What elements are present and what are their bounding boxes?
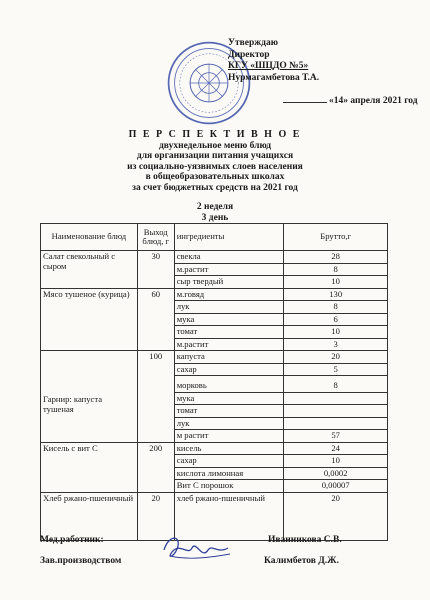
approval-block [228,38,418,106]
production-head-label: Зав.производством [40,556,122,566]
document-heading [0,130,430,193]
header-ingredients: ингредиенты [174,224,284,251]
ingredient-name: капуста [174,351,284,364]
dish-yield: 30 [137,251,174,289]
ingredient-name: сыр твердый [174,276,284,289]
table-row [41,251,388,264]
ingredient-name: лук [174,417,284,430]
ingredient-name: томат [174,405,284,418]
heading-line-2: двухнедельное меню блюд [158,140,272,151]
heading-line-4: из социально-уязвимых слоев населения [127,161,303,172]
approval-line-2: Директор [228,49,270,60]
ingredient-brutto [284,392,388,405]
header-brutto: Брутто,г [284,224,388,251]
ingredient-brutto: 10 [284,326,388,339]
ingredient-name: м.говяд [174,288,284,301]
approval-date: «14» апреля 2021 год [329,96,418,106]
table-row [41,288,388,301]
ingredient-name: морковь [174,376,284,393]
ingredient-name: томат [174,326,284,339]
week-day-block [0,202,430,223]
signature-line [283,102,327,103]
dish-yield: 20 [137,492,174,540]
ingredient-brutto: 20 [284,351,388,364]
ingredient-brutto: 8 [284,301,388,314]
heading-line-5: в общеобразовательных школах [145,172,285,182]
production-head-name: Калимбетов Д.Ж. [264,556,339,566]
ingredient-name: сахар [174,455,284,468]
ingredient-brutto: 130 [284,288,388,301]
ingredient-name: лук [174,301,284,314]
ingredient-brutto: 0,0002 [284,467,388,480]
ingredient-brutto: 24 [284,442,388,455]
dish-name: Мясо тушеное (курица) [41,288,138,351]
ingredient-name: м растит [174,430,284,443]
table-row [41,351,388,364]
dish-name: Гарнир: капуста тушеная [41,351,138,443]
table-header-row [41,224,388,251]
ingredient-name: сахар [174,363,284,376]
ingredient-brutto: 5 [284,363,388,376]
heading-line-6: за счет бюджетных средств на 2021 год [132,182,298,193]
ingredient-brutto: 28 [284,251,388,264]
approval-line-4: Нурмагамбетова Т.А. [228,72,320,83]
dish-name: Кисель с вит С [41,442,138,492]
ingredient-brutto [284,417,388,430]
dish-yield: 60 [137,288,174,351]
ingredient-name: мука [174,313,284,326]
ingredient-brutto: 8 [284,376,388,393]
ingredient-brutto [284,405,388,418]
ingredient-name: Вит С порошок [174,480,284,493]
approval-date-row [283,96,418,108]
dish-name: Салат свекольный с сыром [41,251,138,289]
week-label: 2 неделя [196,202,234,212]
ingredient-name: м.растит [174,338,284,351]
ingredient-brutto: 0,00007 [284,480,388,493]
ingredient-brutto: 3 [284,338,388,351]
ingredient-brutto: 8 [284,263,388,276]
ingredient-brutto: 57 [284,430,388,443]
ingredient-name: м.растит [174,263,284,276]
heading-title: П Е Р С П Е К Т И В Н О Е [128,129,302,140]
dish-yield: 200 [137,442,174,492]
ingredient-brutto: 10 [284,455,388,468]
approval-line-1: Утверждаю [228,38,278,48]
ingredient-brutto: 20 [284,492,388,540]
dish-yield: 100 [137,351,174,443]
ingredient-name: кислота лимонная [174,467,284,480]
header-yield: Выход блюд, г [137,224,174,251]
handwritten-signature [158,530,236,568]
ingredient-name: хлеб ржано-пшеничный [174,492,284,540]
menu-table [40,223,388,541]
header-dish: Наименование блюд [41,224,138,251]
approval-line-3: КГУ «ШЦДО №5» [228,61,309,71]
ingredient-name: свекла [174,251,284,264]
ingredient-brutto: 6 [284,313,388,326]
ingredient-name: мука [174,392,284,405]
heading-line-3: для организации питания учащихся [136,151,294,161]
ingredient-name: кисель [174,442,284,455]
med-worker-label: Мед.работник: [40,535,104,545]
table-row [41,442,388,455]
dish-name: Хлеб ржано-пшеничный [41,492,138,540]
day-label: 3 день [201,212,229,223]
med-worker-name: Иванникова С.В. [268,535,342,545]
ingredient-brutto: 10 [284,276,388,289]
